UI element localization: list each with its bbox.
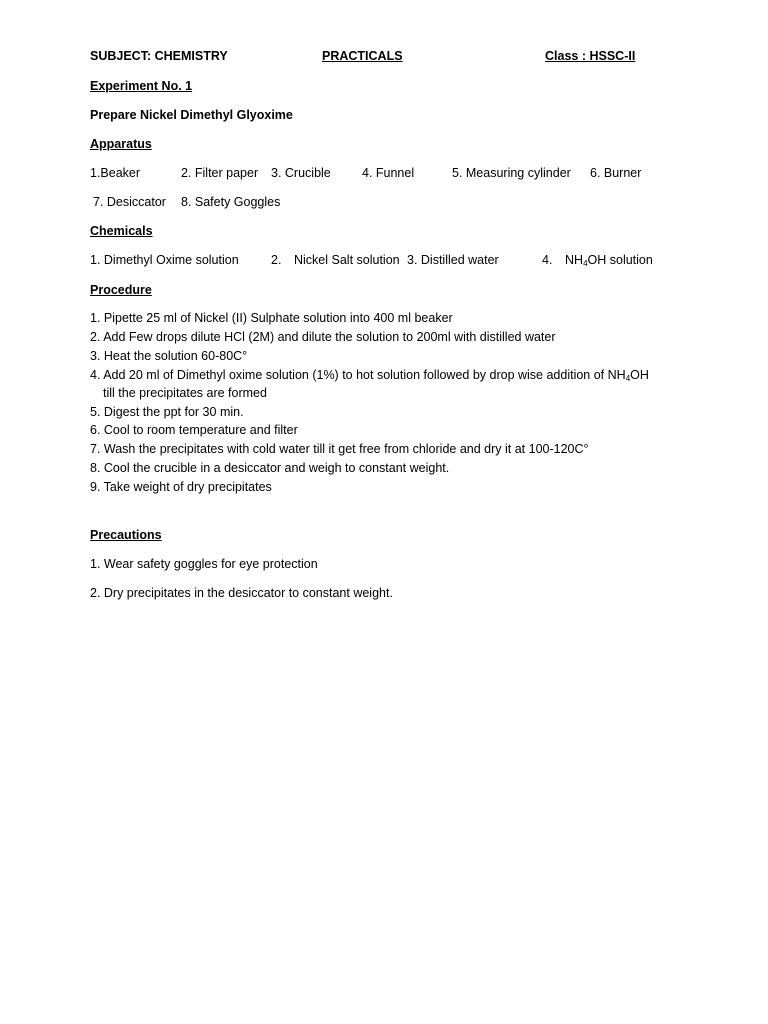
formula-text: NH bbox=[565, 253, 584, 267]
chemical-item-number: 2. bbox=[271, 253, 282, 267]
chemical-item bbox=[565, 252, 653, 268]
chemicals-heading: Chemicals bbox=[90, 224, 153, 238]
procedure-step: 3. Heat the solution 60-80C° bbox=[90, 349, 248, 363]
procedure-step: 2. Add Few drops dilute HCl (2M) and dilute the solution to 200ml with distilled water bbox=[90, 330, 556, 344]
apparatus-item: 8. Safety Goggles bbox=[181, 195, 281, 209]
subject-heading: SUBJECT: CHEMISTRY bbox=[90, 49, 228, 63]
chemical-item: Nickel Salt solution bbox=[294, 253, 400, 267]
procedure-heading: Procedure bbox=[90, 283, 152, 297]
chemical-item-number: 4. bbox=[542, 253, 553, 267]
formula-subscript: 4 bbox=[625, 374, 631, 383]
precautions-heading: Precautions bbox=[90, 528, 162, 542]
class-label: Class : HSSC-II bbox=[545, 49, 636, 63]
formula-text: OH solution bbox=[587, 253, 653, 267]
apparatus-item: 7. Desiccator bbox=[93, 195, 166, 209]
apparatus-heading: Apparatus bbox=[90, 137, 152, 151]
procedure-step: 1. Pipette 25 ml of Nickel (II) Sulphate solution into 400 ml beaker bbox=[90, 311, 453, 325]
experiment-name: Prepare Nickel Dimethyl Glyoxime bbox=[90, 108, 293, 122]
procedure-step: 7. Wash the precipitates with cold water till it get free from chloride and dry it at 100-120C° bbox=[90, 442, 589, 456]
apparatus-item: 5. Measuring cylinder bbox=[452, 166, 571, 180]
apparatus-item: 6. Burner bbox=[590, 166, 642, 180]
formula-subscript: 4 bbox=[583, 259, 588, 268]
apparatus-item: 1.Beaker bbox=[90, 166, 141, 180]
formula-text: OH bbox=[630, 368, 649, 382]
page-title: PRACTICALS bbox=[322, 49, 403, 63]
precaution-item: 1. Wear safety goggles for eye protection bbox=[90, 557, 318, 571]
procedure-step-text: 4. Add 20 ml of Dimethyl oxime solution (1%) to hot solution followed by drop wise addition of NH bbox=[90, 368, 626, 382]
procedure-step-continuation: till the precipitates are formed bbox=[103, 386, 267, 400]
procedure-step: 6. Cool to room temperature and filter bbox=[90, 423, 298, 437]
procedure-step bbox=[90, 367, 649, 383]
apparatus-item: 3. Crucible bbox=[271, 166, 331, 180]
apparatus-item: 4. Funnel bbox=[362, 166, 415, 180]
precaution-item: 2. Dry precipitates in the desiccator to constant weight. bbox=[90, 586, 393, 600]
chemical-item: 3. Distilled water bbox=[407, 253, 499, 267]
procedure-step: 8. Cool the crucible in a desiccator and weigh to constant weight. bbox=[90, 461, 450, 475]
apparatus-item: 2. Filter paper bbox=[181, 166, 259, 180]
procedure-step: 9. Take weight of dry precipitates bbox=[90, 480, 272, 494]
procedure-step: 5. Digest the ppt for 30 min. bbox=[90, 405, 244, 419]
experiment-number: Experiment No. 1 bbox=[90, 79, 193, 93]
chemical-item: 1. Dimethyl Oxime solution bbox=[90, 253, 239, 267]
